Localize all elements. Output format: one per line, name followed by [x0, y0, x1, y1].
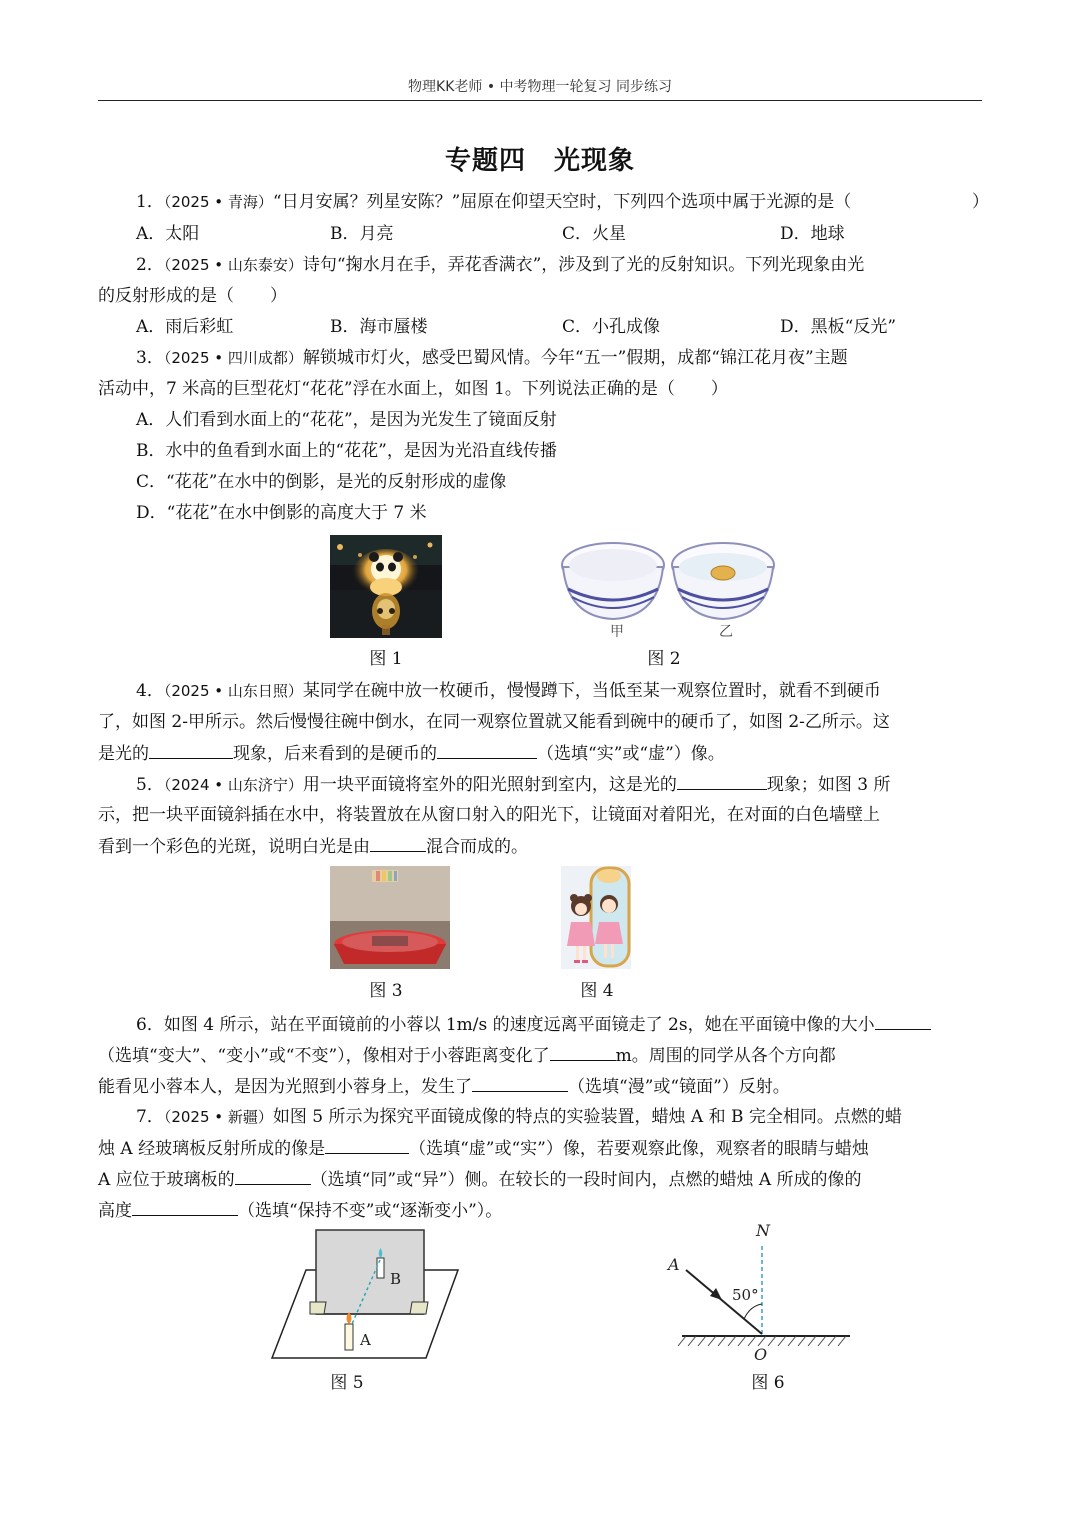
figure-2-caption: 图 2	[647, 649, 681, 669]
q4-number: 4．	[136, 681, 164, 701]
q4-line3	[98, 740, 982, 767]
q6-blank-1[interactable]	[875, 1011, 931, 1030]
q3-number: 3．	[136, 348, 164, 368]
q4-text3a: 是光的	[98, 744, 149, 764]
figure-1-caption: 图 1	[369, 649, 403, 669]
bowl-left-icon	[562, 543, 664, 619]
bowl-right-icon	[672, 543, 774, 619]
q4-blank-2[interactable]	[437, 740, 537, 759]
figure-6-caption: 图 6	[751, 1373, 785, 1393]
q7-line2	[98, 1135, 982, 1162]
q3-close-paren: ）	[710, 379, 728, 399]
bowl-right-label: 乙	[719, 624, 733, 640]
page-header: 物理KK老师 • 中考物理一轮复习 同步练习	[408, 79, 672, 95]
q6-number: 6．	[136, 1015, 164, 1035]
figure-3-basin-photo	[330, 866, 450, 969]
q2-text2: 的反射形成的是（	[98, 286, 234, 306]
figure-5-mirror-experiment-diagram	[270, 1228, 462, 1362]
q2-number: 2．	[136, 255, 164, 275]
q4-line1	[136, 678, 982, 704]
q7-blank-1[interactable]	[325, 1135, 409, 1154]
q1-option-a: A．太阳	[136, 224, 200, 244]
q2-option-a: A．雨后彩虹	[136, 317, 234, 337]
normal-label: N	[756, 1224, 770, 1240]
q3-option-d: D．“花花”在水中倒影的高度大于 7 米	[136, 503, 427, 523]
q2-line2	[98, 283, 982, 309]
ray-arrow-icon	[710, 1288, 722, 1300]
q3-option-b: B．水中的鱼看到水面上的“花花”，是因为光沿直线传播	[136, 441, 557, 461]
q3-source: （2025 • 四川成都）	[163, 349, 303, 367]
q6-text3b: （选填“漫”或“镜面”）反射。	[568, 1077, 790, 1097]
q6-blank-3[interactable]	[472, 1073, 568, 1092]
q3-text2: 活动中，7 米高的巨型花灯“花花”浮在水面上，如图 1。下列说法正确的是（	[98, 379, 675, 399]
q5-blank-2[interactable]	[370, 833, 426, 852]
figure-3-caption: 图 3	[369, 981, 403, 1001]
q2-option-d: D．黑板“反光”	[780, 317, 897, 337]
figure-4-mirror-girl-illustration	[561, 866, 631, 969]
q7-number: 7．	[136, 1107, 164, 1127]
title-part2: 光现象	[554, 146, 636, 176]
q1-close-paren: ）	[972, 192, 989, 212]
q2-text1: 诗句“掬水月在手，弄花香满衣”，涉及到了光的反射知识。下列光现象由光	[302, 255, 865, 275]
ray-a-label: A	[668, 1255, 680, 1274]
q4-text1: 某同学在碗中放一枚硬币，慢慢蹲下，当低至某一观察位置时，就看不到硬币	[302, 681, 881, 701]
q1-number: 1．	[136, 192, 164, 212]
q7-line1	[136, 1104, 982, 1130]
figure-1-panda-lantern-photo	[330, 535, 442, 638]
point-o-label: O	[754, 1345, 768, 1364]
q5-line1	[136, 771, 982, 798]
q6-line1	[136, 1011, 982, 1038]
q5-source: （2024 • 山东济宁）	[163, 776, 303, 794]
figure-4-caption: 图 4	[580, 981, 614, 1001]
q3-line2	[98, 376, 982, 402]
q4-text3c: （选填“实”或“虚”）像。	[537, 744, 725, 764]
angle-label: 50°	[732, 1286, 759, 1304]
candle-b-icon	[377, 1258, 384, 1278]
q7-source: （2025 • 新疆）	[163, 1108, 273, 1126]
q5-text3b: 混合而成的。	[426, 837, 528, 857]
q6-line2	[98, 1042, 982, 1069]
q7-text3b: （选填“同”或“异”）侧。在较长的一段时间内，点燃的蜡烛 A 所成的像的	[310, 1170, 862, 1190]
q2-close-paren: ）	[270, 286, 287, 306]
q5-blank-1[interactable]	[677, 771, 767, 790]
q7-blank-3[interactable]	[132, 1197, 238, 1216]
q3-text1: 解锁城市灯火，感受巴蜀风情。今年“五一”假期，成都“锦江花月夜”主题	[302, 348, 848, 368]
q1-option-b: B．月亮	[330, 224, 394, 244]
q7-text4a: 高度	[98, 1201, 132, 1221]
q6-text3a: 能看见小蓉本人，是因为光照到小蓉身上，发生了	[98, 1077, 472, 1097]
candle-a-icon	[345, 1324, 353, 1350]
q6-blank-2[interactable]	[550, 1042, 616, 1061]
page-title	[0, 140, 1080, 177]
q7-text3a: A 应位于玻璃板的	[98, 1170, 235, 1190]
q4-text3b: 现象，后来看到的是硬币的	[233, 744, 437, 764]
q2-option-c: C．小孔成像	[562, 317, 661, 337]
candle-a-label: A	[360, 1331, 371, 1349]
q4-source: （2025 • 山东日照）	[163, 682, 303, 700]
q6-text1: 如图 4 所示，站在平面镜前的小蓉以 1m/s 的速度远离平面镜走了 2s，她在平面镜中像的大小	[163, 1015, 875, 1035]
q1-text: “日月安属？列星安陈？”屈原在仰望天空时，下列四个选项中属于光源的是（	[272, 192, 852, 212]
q6-line3	[98, 1073, 982, 1100]
q7-text4b: （选填“保持不变”或“逐渐变小”）。	[238, 1201, 503, 1221]
header-divider	[98, 100, 982, 101]
candle-b-label: B	[390, 1270, 402, 1288]
q4-blank-1[interactable]	[149, 740, 233, 759]
q2-source: （2025 • 山东泰安）	[163, 256, 303, 274]
title-part1: 专题四	[444, 146, 526, 176]
q1-option-c: C．火星	[562, 224, 627, 244]
q3-line1	[136, 345, 982, 371]
q6-text2a: （选填“变大”、“变小”或“不变”），像相对于小蓉距离变化了	[98, 1046, 550, 1066]
q3-option-c: C．“花花”在水中的倒影，是光的反射形成的虚像	[136, 472, 507, 492]
q2-line1	[136, 252, 982, 278]
q7-text2a: 烛 A 经玻璃板反射所成的像是	[98, 1139, 326, 1159]
q5-text1b: 现象；如图 3 所	[766, 775, 891, 795]
q1-option-d: D．地球	[780, 224, 845, 244]
q5-text3a: 看到一个彩色的光斑，说明白光是由	[98, 837, 370, 857]
q7-blank-2[interactable]	[235, 1166, 311, 1185]
q5-number: 5．	[136, 775, 164, 795]
q1-source: （2025 • 青海）	[163, 193, 273, 211]
q1-line1	[136, 189, 982, 215]
figure-2-bowls	[560, 537, 776, 641]
q7-line3	[98, 1166, 982, 1193]
figure-6-reflection-diagram	[664, 1224, 854, 1364]
bowl-left-label: 甲	[610, 624, 624, 640]
q4-line2: 了，如图 2-甲所示。然后慢慢往碗中倒水，在同一观察位置就又能看到碗中的硬币了，如图 2-乙所示。这	[98, 712, 890, 732]
q5-line2: 示，把一块平面镜斜插在水中，将装置放在从窗口射入的阳光下，让镜面对着阳光，在对面的白色墙壁上	[98, 805, 880, 825]
q3-option-a: A．人们看到水面上的“花花”，是因为光发生了镜面反射	[136, 410, 557, 430]
q6-text2b: m。周围的同学从各个方向都	[615, 1046, 836, 1066]
q5-text1a: 用一块平面镜将室外的阳光照射到室内，这是光的	[302, 775, 677, 795]
q5-line3	[98, 833, 982, 860]
q7-line4	[98, 1197, 982, 1224]
q2-option-b: B．海市蜃楼	[330, 317, 428, 337]
figure-5-caption: 图 5	[330, 1373, 364, 1393]
q7-text2b: （选填“虚”或“实”）像，若要观察此像，观察者的眼睛与蜡烛	[409, 1139, 869, 1159]
q7-text1: 如图 5 所示为探究平面镜成像的特点的实验装置，蜡烛 A 和 B 完全相同。点燃的蜡	[272, 1107, 902, 1127]
